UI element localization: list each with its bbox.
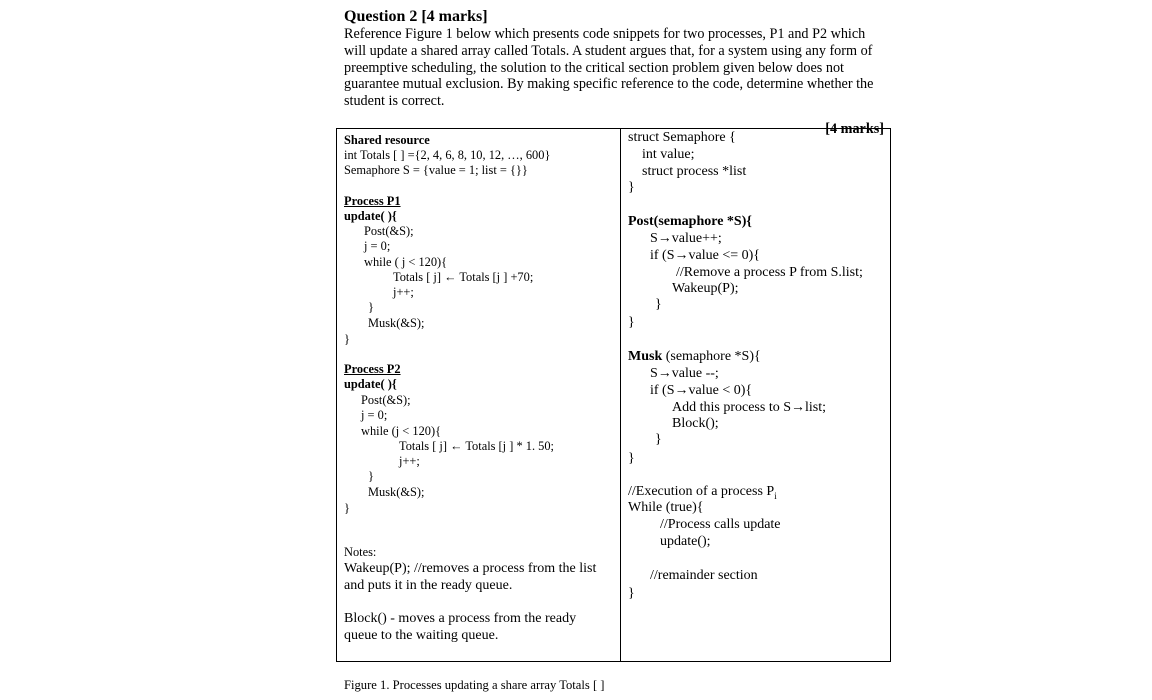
p2-musk-call: Musk(&S);: [368, 485, 425, 499]
execution-close: }: [628, 586, 635, 601]
post-if: if (S→value <= 0){: [650, 248, 760, 263]
p1-while-close: }: [368, 300, 374, 314]
p1-j-init: j = 0;: [364, 239, 391, 253]
musk-signature: [628, 349, 761, 366]
musk-decrement: S→value --;: [650, 366, 719, 381]
p2-totals-update: Totals [ j] ← Totals [j ] * 1. 50;: [399, 439, 554, 453]
post-comment: //Remove a process P from S.list;: [676, 265, 863, 280]
process-p2-heading: Process P2: [344, 362, 401, 376]
notes-block-line1: Block() - moves a process from the ready: [344, 611, 577, 626]
totals-declaration: int Totals [ ] ={2, 4, 6, 8, 10, 12, …, 600}: [344, 148, 551, 162]
marks-label: [4 marks]: [825, 121, 884, 137]
notes-block-line2: queue to the waiting queue.: [344, 628, 499, 643]
p1-increment: j++;: [393, 285, 414, 299]
remainder-section-comment: //remainder section: [650, 568, 758, 583]
notes-heading: Notes:: [344, 545, 377, 559]
p2-j-init: j = 0;: [361, 408, 388, 422]
p2-update-signature: update( ){: [344, 377, 397, 391]
musk-block-call: Block();: [672, 416, 719, 431]
question-title: Question 2 [4 marks]: [344, 8, 488, 25]
p1-while: while ( j < 120){: [364, 255, 448, 269]
struct-close: }: [628, 180, 635, 195]
struct-list-field: struct process *list: [642, 164, 747, 179]
post-signature: [628, 214, 752, 231]
musk-add-to-list: Add this process to S→list;: [672, 400, 827, 415]
figure-1-box: [336, 128, 891, 662]
paragraph-line: preemptive scheduling, the solution to the critical section problem given below does not: [344, 59, 844, 76]
process-p1-heading: Process P1: [344, 194, 401, 208]
p2-while-close: }: [368, 469, 374, 483]
execution-calls-comment: //Process calls update: [660, 517, 781, 532]
post-wakeup-call: Wakeup(P);: [672, 281, 739, 296]
semaphore-declaration: Semaphore S = {value = 1; list = {}}: [344, 163, 528, 177]
paragraph-line: will update a shared array called Totals. A student argues that, for a system using any form of: [344, 42, 873, 59]
post-close: }: [628, 315, 635, 330]
notes-wakeup-line2: and puts it in the ready queue.: [344, 578, 513, 593]
musk-if-close: }: [655, 432, 662, 447]
post-increment: S→value++;: [650, 231, 722, 246]
p2-close: }: [344, 501, 350, 515]
question-paragraph: [344, 26, 892, 137]
p2-while: while (j < 120){: [361, 424, 442, 438]
execution-subscript: i: [774, 490, 777, 501]
p1-update-signature: update( ){: [344, 209, 397, 223]
execution-update-call: update();: [660, 534, 711, 549]
p1-totals-update: Totals [ j] ← Totals [j ] +70;: [393, 270, 534, 284]
p2-post-call: Post(&S);: [361, 393, 411, 407]
column-divider: [620, 129, 621, 661]
musk-if: if (S→value < 0){: [650, 383, 753, 398]
musk-name: Musk: [628, 349, 663, 364]
paragraph-line: student is correct.: [344, 93, 445, 110]
paragraph-line: Reference Figure 1 below which presents code snippets for two processes, P1 and P2 which: [344, 26, 866, 42]
notes-wakeup-line1: Wakeup(P); //removes a process from the list: [344, 561, 597, 576]
p1-musk-call: Musk(&S);: [368, 316, 425, 330]
paragraph-line: guarantee mutual exclusion. By making specific reference to the code, determine whether the: [344, 76, 874, 93]
figure-caption: Figure 1. Processes updating a share array Totals [ ]: [344, 678, 605, 692]
execution-comment-text: //Execution of a process P: [628, 484, 775, 499]
p2-increment: j++;: [399, 454, 420, 468]
post-if-close: }: [655, 297, 662, 312]
post-params: (semaphore *S){: [653, 214, 752, 229]
post-name: Post: [628, 214, 654, 229]
execution-while: While (true){: [628, 500, 704, 515]
p1-close: }: [344, 332, 350, 346]
struct-value-field: int value;: [642, 147, 695, 162]
shared-resource-heading: Shared resource: [344, 133, 430, 147]
struct-semaphore-decl: struct Semaphore {: [628, 130, 736, 145]
musk-params: (semaphore *S){: [662, 349, 761, 364]
p1-post-call: Post(&S);: [364, 224, 414, 238]
musk-close: }: [628, 451, 635, 466]
